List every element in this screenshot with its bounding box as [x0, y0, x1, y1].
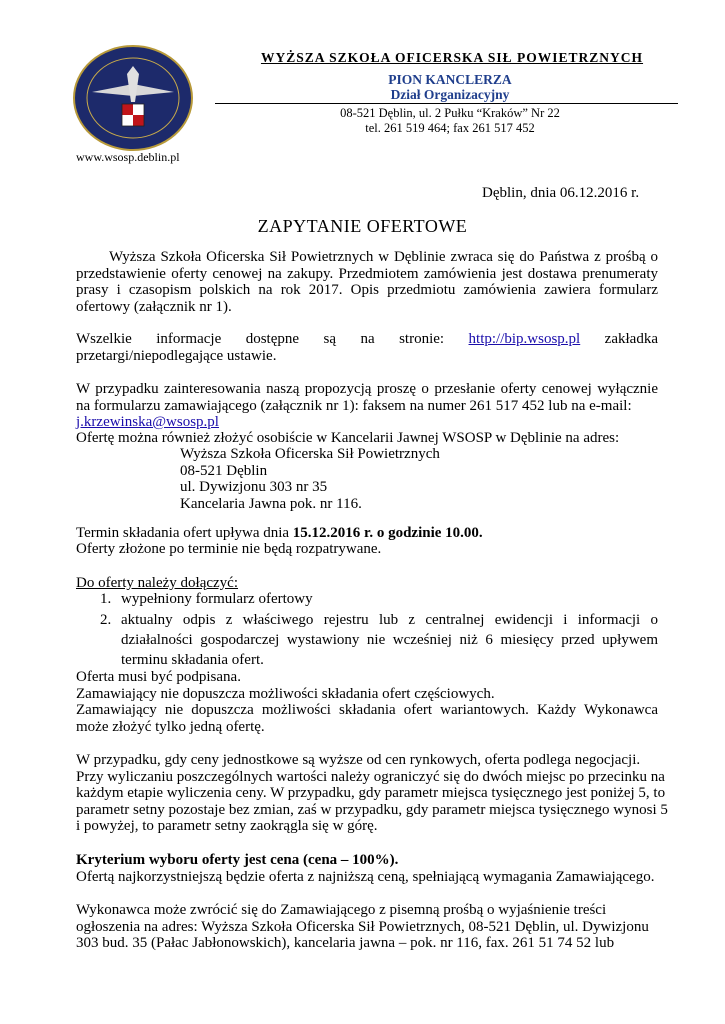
submission-address-line: ul. Dywizjonu 303 nr 35: [180, 479, 328, 495]
document-date: Dęblin, dnia 06.12.2016 r.: [482, 185, 640, 201]
submission-address-line: Wyższa Szkoła Oficerska Sił Powietrznych: [180, 446, 440, 462]
deadline-line: [76, 525, 483, 542]
list-item: wypełniony formularz ofertowy: [121, 591, 313, 607]
signature-rule: Oferta musi być podpisana.: [76, 669, 241, 685]
header-phone: tel. 261 519 464; fax 261 517 452: [365, 121, 535, 135]
deadline-text: Termin składania ofert upływa dnia: [76, 525, 293, 541]
clarification-line: 303 bud. 35 (Pałac Jabłonowskich), kancelaria jawna – pok. nr 116, fax. 261 51 74 52 lub: [76, 935, 615, 951]
personal-submission-text: Ofertę można również złożyć osobiście w Kancelarii Jawnej WSOSP w Dęblinie na adres:: [76, 430, 620, 446]
late-offers-note: Oferty złożone po terminie nie będą rozpatrywane.: [76, 541, 382, 557]
criterion-text: Ofertą najkorzystniejszą będzie oferta z najniższą ceną, spełniającą wymagania Zamawiającego.: [76, 869, 655, 885]
info-text-before: Wszelkie informacje dostępne są na stronie:: [76, 331, 469, 347]
pricing-line: i powyżej, to parametr setny zaokrągla się w górę.: [76, 818, 378, 834]
school-name: WYŻSZA SZKOŁA OFICERSKA SIŁ POWIETRZNYCH: [260, 50, 644, 65]
intro-paragraph: Wyższa Szkoła Oficerska Sił Powietrznych w Dęblinie zwraca się do Państwa z prośbą o przedstawienie oferty cenowej na zakupy. Przedmiotem zamówienia jest dostawa prenumeraty prasy i czasopism polskich na rok 2017. Opis przedmiotu zamówienia zawiera formularz ofertowy (załącznik nr 1).: [76, 249, 658, 315]
list-number: 1.: [100, 591, 112, 607]
variant-offers-rule: Zamawiający nie dopuszcza możliwości składania ofert wariantowych. Każdy Wykonawca może złożyć tylko jedną ofertę.: [76, 702, 658, 735]
pricing-line: parametr setny pozostaje bez zmian, zaś w przypadku, gdy parametr miejsca tysięcznego wynosi 5: [76, 802, 668, 818]
deadline-date: 15.12.2016 r. o godzinie 10.00.: [292, 525, 483, 541]
department-name: Dział Organizacyjny: [390, 87, 510, 102]
attachments-heading: Do oferty należy dołączyć:: [76, 575, 239, 591]
criterion-heading: Kryterium wyboru oferty jest cena (cena – 100%).: [76, 852, 399, 868]
list-number: 2.: [100, 612, 112, 628]
bip-link[interactable]: http://bip.wsosp.pl: [468, 331, 581, 347]
partial-offers-rule: Zamawiający nie dopuszcza możliwości składania ofert częściowych.: [76, 686, 495, 702]
school-website: www.wsosp.deblin.pl: [76, 150, 180, 164]
submission-address-line: 08-521 Dęblin: [180, 463, 268, 479]
submission-paragraph: W przypadku zainteresowania naszą propozycją proszę o przesłanie oferty cenowej wyłącznie na formularzu zamawiającego (załącznik nr 1): faksem na numer 261 517 452 lub na e-mail:: [76, 381, 658, 414]
info-paragraph: [76, 331, 658, 364]
school-emblem-logo: [72, 44, 194, 152]
document-title: ZAPYTANIE OFERTOWE: [257, 216, 468, 236]
header-address: 08-521 Dęblin, ul. 2 Pułku “Kraków” Nr 22: [340, 106, 560, 120]
info-text-after: zakładka przetargi/niepodlegające ustawie.: [76, 331, 658, 364]
clarification-line: ogłoszenia na adres: Wyższa Szkoła Oficerska Sił Powietrznych, 08-521 Dęblin, ul. Dywizjonu: [76, 919, 649, 935]
division-name: PION KANCLERZA: [388, 72, 512, 87]
header-divider: [215, 103, 678, 104]
list-item: aktualny odpis z właściwego rejestru lub z centralnej ewidencji i informacji o działalności gospodarczej wystawiony nie wcześniej niż 6 miesięcy przed upływem terminu składania ofert.: [121, 612, 658, 668]
clarification-line: Wykonawca może zwrócić się do Zamawiającego z pisemną prośbą o wyjaśnienie treści: [76, 902, 607, 918]
pricing-line: Przy wyliczaniu poszczególnych wartości należy ograniczyć się do dwóch miejsc po przecinku na: [76, 769, 665, 785]
email-link[interactable]: j.krzewinska@wsosp.pl: [76, 414, 219, 430]
pricing-line: W przypadku, gdy ceny jednostkowe są wyższe od cen rynkowych, oferta podlega negocjacji.: [76, 752, 641, 768]
pricing-line: każdym etapie wyliczenia ceny. W przypadku, gdy parametr miejsca tysięcznego jest poniżej 5, to: [76, 785, 666, 801]
submission-address-line: Kancelaria Jawna pok. nr 116.: [180, 496, 362, 512]
